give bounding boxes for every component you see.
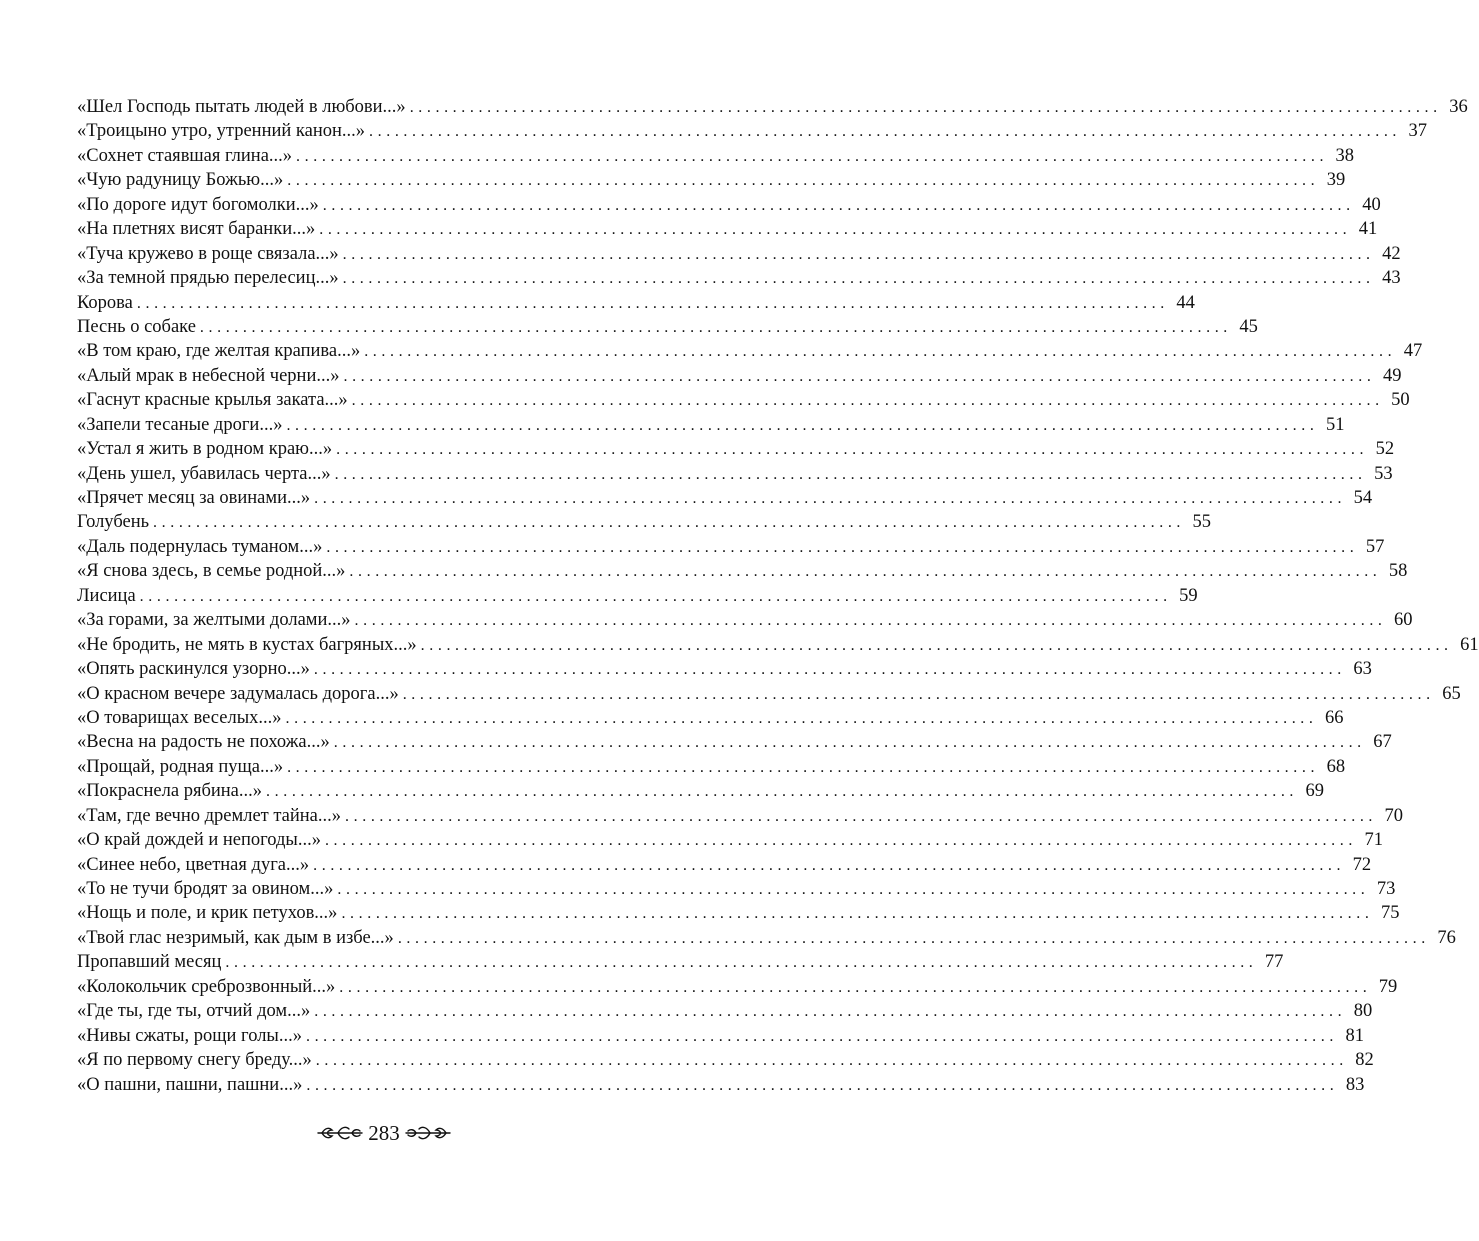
toc-entry-title: Песнь о собаке — [77, 316, 196, 337]
toc-entry-title: «Весна на радость не похожа...» — [77, 732, 330, 753]
toc-entry-title: «Устал я жить в родном краю...» — [77, 439, 333, 460]
toc-dot-leader: ........................................................................................................................ — [420, 636, 1453, 654]
toc-entry — [77, 559, 1408, 583]
toc-entry-title: «Синее небо, цветная дуга...» — [77, 854, 310, 875]
toc-entry-title: «Я по первому снегу бреду...» — [77, 1050, 312, 1071]
toc-dot-leader: ........................................................................................................................ — [409, 99, 1442, 116]
toc-entry — [77, 1073, 1365, 1097]
toc-dot-leader: ........................................................................................................................ — [402, 685, 1435, 703]
toc-entry — [77, 657, 1372, 681]
toc-entry-page-number: 57 — [1365, 536, 1385, 557]
toc-dot-leader: ........................................................................................................................ — [314, 1003, 1347, 1021]
toc-entry — [77, 950, 1284, 974]
toc-entry-title: «Не бродить, не мять в кустах багряных...» — [77, 634, 417, 655]
toc-entry — [77, 364, 1402, 388]
page-footer — [0, 1121, 768, 1145]
toc-entry — [77, 608, 1413, 632]
toc-entry-page-number: 61 — [1460, 634, 1479, 655]
toc-entry — [77, 217, 1378, 241]
toc-entry — [77, 1024, 1364, 1048]
toc-entry-page-number: 81 — [1345, 1025, 1364, 1046]
toc-entry-title: Лисица — [77, 585, 136, 606]
toc-entry — [77, 95, 1468, 119]
right-flourish-icon — [404, 1123, 452, 1143]
toc-dot-leader: ........................................................................................................................ — [369, 123, 1402, 141]
toc-dot-leader: ........................................................................................................................ — [313, 661, 1346, 679]
toc-entry-title: «На плетнях висят баранки...» — [77, 219, 316, 240]
toc-dot-leader: ........................................................................................................................ — [313, 856, 1346, 874]
toc-dot-leader: ........................................................................................................................ — [334, 465, 1367, 483]
toc-entry-title: «О красном вечере задумалась дорога...» — [77, 683, 399, 704]
toc-dot-leader: ........................................................................................................................ — [287, 758, 1320, 776]
toc-entry — [77, 755, 1346, 779]
toc-dot-leader: ........................................................................................................................ — [322, 196, 1355, 214]
toc-entry — [77, 853, 1372, 877]
page-number: 283 — [368, 1121, 400, 1145]
toc-dot-leader: ........................................................................................................................ — [342, 245, 1375, 263]
toc-entry — [77, 462, 1393, 486]
toc-entry — [77, 486, 1373, 510]
toc-dot-leader: ........................................................................................................................ — [139, 587, 1172, 605]
toc-entry-title: «Покраснела рябина...» — [77, 781, 263, 802]
toc-entry-title: «Алый мрак в небесной черни...» — [77, 365, 340, 386]
toc-entry — [77, 315, 1258, 339]
toc-entry — [77, 535, 1385, 559]
toc-entry-page-number: 71 — [1364, 830, 1383, 851]
toc-entry-page-number: 49 — [1382, 365, 1402, 386]
toc-entry — [77, 144, 1355, 168]
toc-entry-page-number: 68 — [1326, 756, 1346, 777]
toc-dot-leader: ........................................................................................................................ — [341, 905, 1374, 923]
toc-dot-leader: ........................................................................................................................ — [364, 343, 1397, 361]
toc-entry-title: «За темной прядью перелесиц...» — [77, 268, 339, 289]
toc-entry-title: «Там, где вечно дремлет тайна...» — [77, 805, 342, 826]
toc-entry-title: «Опять раскинулся узорно...» — [77, 659, 310, 680]
toc-entry-page-number: 83 — [1345, 1074, 1365, 1095]
toc-entry-page-number: 82 — [1355, 1050, 1374, 1071]
toc-entry-page-number: 70 — [1384, 805, 1404, 826]
toc-entry — [77, 804, 1404, 828]
toc-entry-page-number: 55 — [1192, 512, 1212, 533]
toc-entry-title: «Даль подернулась туманом...» — [77, 536, 323, 557]
toc-entry — [77, 877, 1396, 901]
toc-entry — [77, 828, 1383, 852]
toc-entry-page-number: 80 — [1353, 1001, 1373, 1022]
toc-dot-leader: ........................................................................................................................ — [345, 807, 1378, 825]
toc-entry-page-number: 51 — [1325, 414, 1345, 435]
toc-dot-leader: ........................................................................................................................ — [342, 270, 1375, 288]
toc-entry-title: «Прощай, родная пуща...» — [77, 756, 284, 777]
toc-entry-title: «Чую радуницу Божью...» — [77, 170, 284, 191]
toc-dot-leader: ........................................................................................................................ — [285, 709, 1318, 727]
toc-dot-leader: ........................................................................................................................ — [337, 881, 1370, 898]
toc-entry — [77, 266, 1401, 290]
toc-entry-title: «Запели тесаные дроги...» — [77, 414, 283, 435]
toc-dot-leader: ........................................................................................................................ — [286, 416, 1319, 434]
toc-dot-leader: ........................................................................................................................ — [315, 1052, 1348, 1070]
toc-entry-page-number: 76 — [1437, 927, 1456, 948]
toc-entry — [77, 730, 1392, 754]
toc-dot-leader: ........................................................................................................................ — [319, 221, 1352, 239]
toc-entry — [77, 437, 1395, 461]
toc-entry-title: «Туча кружево в роще связала...» — [77, 243, 339, 264]
toc-entry-page-number: 42 — [1382, 243, 1401, 264]
toc-entry — [77, 168, 1346, 192]
toc-entry-title: «О край дождей и непогоды...» — [77, 830, 321, 851]
toc-entry-title: «День ушел, убавилась черта...» — [77, 463, 331, 484]
toc-dot-leader: ........................................................................................................................ — [324, 832, 1357, 850]
toc-entry-page-number: 50 — [1391, 390, 1410, 411]
toc-entry — [77, 291, 1195, 315]
toc-entry-page-number: 72 — [1352, 854, 1372, 875]
toc-entry-title: «То не тучи бродят за овином...» — [77, 879, 334, 899]
toc-dot-leader: ........................................................................................................................ — [397, 929, 1430, 947]
toc-entry-title: Корова — [77, 292, 133, 313]
toc-entry — [77, 339, 1423, 363]
toc-entry — [77, 682, 1461, 706]
toc-dot-leader: ........................................................................................................................ — [305, 1027, 1338, 1045]
toc-entry-title: «Гаснут красные крылья заката...» — [77, 390, 348, 411]
toc-entry — [77, 999, 1373, 1023]
toc-entry-title: «За горами, за желтыми долами...» — [77, 610, 351, 631]
toc-entry — [77, 242, 1401, 266]
toc-dot-leader: ........................................................................................................................ — [136, 294, 1169, 312]
toc-entry-page-number: 36 — [1449, 97, 1468, 117]
toc-dot-leader: ........................................................................................................................ — [333, 734, 1366, 752]
toc-dot-leader: ........................................................................................................................ — [306, 1076, 1339, 1094]
toc-entry-page-number: 79 — [1378, 976, 1398, 997]
toc-entry-title: Голубень — [77, 512, 150, 533]
toc-dot-leader: ........................................................................................................................ — [225, 954, 1258, 972]
toc-dot-leader: ........................................................................................................................ — [314, 490, 1347, 507]
toc-entry-page-number: 66 — [1325, 707, 1344, 728]
table-of-contents — [77, 95, 1479, 1097]
toc-entry-page-number: 75 — [1380, 903, 1400, 924]
toc-entry — [77, 413, 1345, 437]
toc-entry — [77, 706, 1344, 730]
toc-entry-title: «Троицыно утро, утренний канон...» — [77, 121, 366, 142]
toc-dot-leader: ........................................................................................................................ — [351, 392, 1384, 410]
toc-entry-title: «Нощь и поле, и крик петухов...» — [77, 903, 338, 924]
toc-entry-page-number: 41 — [1358, 219, 1378, 240]
toc-entry — [77, 633, 1479, 657]
toc-entry — [77, 975, 1398, 999]
toc-dot-leader: ........................................................................................................................ — [266, 783, 1299, 801]
toc-entry-page-number: 54 — [1353, 488, 1373, 508]
toc-entry — [77, 926, 1456, 950]
toc-entry-title: «О пашни, пашни, пашни...» — [77, 1074, 303, 1095]
toc-entry — [77, 119, 1428, 143]
toc-entry-page-number: 40 — [1362, 194, 1381, 215]
toc-entry-page-number: 45 — [1239, 316, 1258, 337]
toc-entry-page-number: 44 — [1176, 292, 1195, 313]
toc-dot-leader: ........................................................................................................................ — [199, 318, 1232, 336]
toc-entry — [77, 510, 1212, 534]
toc-entry-title: «О товарищах веселых...» — [77, 707, 282, 728]
toc-entry-title: «Колокольчик среброзвонный...» — [77, 976, 336, 997]
toc-entry-title: «Сохнет стаявшая глина...» — [77, 145, 293, 166]
toc-dot-leader: ........................................................................................................................ — [153, 514, 1186, 532]
toc-entry-page-number: 73 — [1376, 879, 1396, 899]
toc-entry-title: «Твой глас незримый, как дым в избе...» — [77, 927, 394, 948]
toc-dot-leader: ........................................................................................................................ — [354, 612, 1387, 630]
toc-entry-page-number: 58 — [1388, 561, 1408, 582]
toc-entry-page-number: 60 — [1394, 610, 1413, 631]
toc-entry-title: «Прячет месяц за овинами...» — [77, 488, 311, 508]
toc-entry-title: «Я снова здесь, в семье родной...» — [77, 561, 346, 582]
toc-entry-title: «Нивы сжаты, рощи голы...» — [77, 1025, 302, 1046]
toc-entry-title: «По дороге идут богомолки...» — [77, 194, 319, 215]
toc-entry-page-number: 69 — [1305, 781, 1325, 802]
toc-entry — [77, 901, 1400, 925]
toc-entry-page-number: 67 — [1373, 732, 1392, 753]
toc-entry-title: «Где ты, где ты, отчий дом...» — [77, 1001, 311, 1022]
toc-dot-leader: ........................................................................................................................ — [336, 441, 1369, 459]
toc-entry — [77, 193, 1381, 217]
toc-dot-leader: ........................................................................................................................ — [287, 172, 1320, 190]
toc-entry-page-number: 53 — [1374, 463, 1393, 484]
toc-dot-leader: ........................................................................................................................ — [349, 563, 1382, 581]
toc-dot-leader: ........................................................................................................................ — [326, 538, 1359, 556]
toc-entry-page-number: 38 — [1335, 145, 1355, 166]
toc-entry — [77, 388, 1410, 412]
toc-entry-page-number: 77 — [1264, 952, 1284, 973]
toc-dot-leader: ........................................................................................................................ — [339, 978, 1372, 996]
toc-entry-page-number: 47 — [1403, 341, 1423, 362]
toc-entry-title: Пропавший месяц — [77, 952, 222, 973]
toc-dot-leader: ........................................................................................................................ — [296, 147, 1329, 165]
toc-entry — [77, 584, 1198, 608]
toc-entry-title: «Шел Господь пытать людей в любови...» — [77, 97, 406, 117]
toc-entry-page-number: 43 — [1382, 268, 1401, 289]
toc-entry-page-number: 37 — [1408, 121, 1428, 142]
toc-entry-title: «В том краю, где желтая крапива...» — [77, 341, 361, 362]
toc-entry-page-number: 59 — [1179, 585, 1198, 606]
toc-entry-page-number: 39 — [1326, 170, 1346, 191]
toc-entry — [77, 779, 1325, 803]
toc-entry — [77, 1048, 1374, 1072]
left-flourish-icon — [316, 1123, 364, 1143]
toc-entry-page-number: 63 — [1353, 659, 1372, 680]
toc-dot-leader: ........................................................................................................................ — [343, 367, 1376, 385]
toc-entry-page-number: 52 — [1375, 439, 1395, 460]
toc-entry-page-number: 65 — [1442, 683, 1461, 704]
